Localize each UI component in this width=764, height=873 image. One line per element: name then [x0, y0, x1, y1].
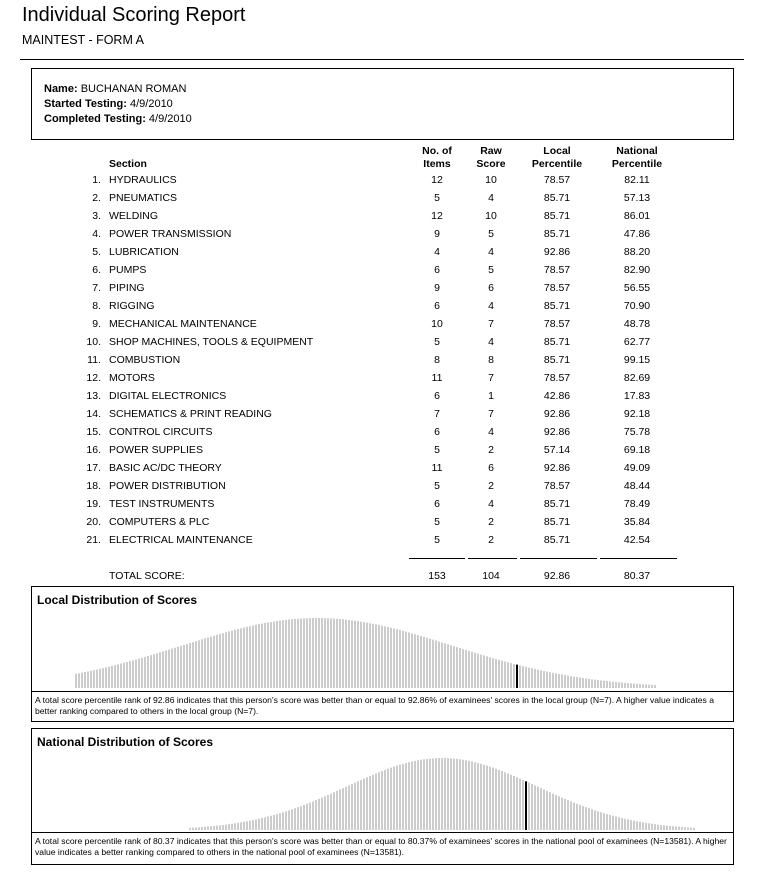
- item-count: 5: [434, 480, 440, 492]
- national-percentile: 47.86: [623, 228, 651, 240]
- local-percentile: 85.71: [543, 534, 571, 546]
- local-percentile: 92.86: [543, 426, 571, 438]
- section-name: MECHANICAL MAINTENANCE: [109, 318, 257, 330]
- row-number: 21.: [86, 534, 101, 546]
- raw-score: 4: [488, 426, 494, 438]
- total-label: TOTAL SCORE:: [109, 570, 185, 582]
- section-name: POWER TRANSMISSION: [109, 228, 232, 240]
- national-percentile: 70.90: [623, 300, 651, 312]
- section-name: ELECTRICAL MAINTENANCE: [109, 534, 253, 546]
- table-row: [80, 333, 677, 351]
- raw-score: 4: [488, 192, 494, 204]
- local-distribution-title: Local Distribution of Scores: [37, 593, 198, 607]
- national-distribution-note: A total score percentile rank of 80.37 indicates that this person's score was better than or equal to 80.37% of examinees' scores in the national pool of examinees (N=13581). A higher value indicates a better ranking compared to others in the national pool of examinees (N=13581).: [32, 832, 733, 864]
- row-number: 2.: [92, 192, 101, 204]
- local-percentile: 92.86: [543, 462, 571, 474]
- started-label: Started Testing:: [44, 98, 127, 110]
- item-count: 7: [434, 408, 440, 420]
- table-row: [80, 531, 677, 549]
- row-number: 1.: [92, 174, 101, 186]
- completed-date: 4/9/2010: [148, 113, 192, 125]
- header-local-percentile: Local Percentile: [531, 145, 583, 170]
- item-count: 5: [434, 336, 440, 348]
- local-percentile: 85.71: [543, 516, 571, 528]
- item-count: 6: [434, 264, 440, 276]
- item-count: 11: [431, 462, 443, 474]
- local-distribution-note: A total score percentile rank of 92.86 indicates that this person's score was better than or equal to 92.86% of examinees' scores in the local group (N=7). A higher value indicates a better ranking compared to others in the local group (N=7).: [32, 691, 733, 721]
- section-name: DIGITAL ELECTRONICS: [109, 390, 227, 402]
- national-percentile: 75.78: [623, 426, 651, 438]
- section-name: COMBUSTION: [109, 354, 181, 366]
- total-items: 153: [428, 570, 446, 582]
- section-name: TEST INSTRUMENTS: [109, 498, 215, 510]
- row-number: 18.: [86, 480, 101, 492]
- name-label: Name:: [44, 83, 78, 95]
- national-distribution-box: [31, 728, 734, 865]
- table-row: [80, 459, 677, 477]
- national-percentile: 88.20: [623, 246, 651, 258]
- national-percentile: 57.13: [623, 192, 651, 204]
- item-count: 6: [434, 498, 440, 510]
- local-percentile: 78.57: [543, 318, 571, 330]
- item-count: 5: [434, 192, 440, 204]
- table-header-row: [80, 143, 677, 171]
- local-percentile: 85.71: [543, 192, 571, 204]
- section-name: SCHEMATICS & PRINT READING: [109, 408, 272, 420]
- item-count: 6: [434, 300, 440, 312]
- raw-score: 2: [488, 516, 494, 528]
- section-name: POWER SUPPLIES: [109, 444, 203, 456]
- table-row: [80, 495, 677, 513]
- raw-score: 4: [488, 246, 494, 258]
- item-count: 5: [434, 534, 440, 546]
- raw-score: 7: [488, 318, 494, 330]
- section-name: CONTROL CIRCUITS: [109, 426, 213, 438]
- national-percentile: 82.69: [623, 372, 651, 384]
- local-percentile: 78.57: [543, 264, 571, 276]
- section-name: RIGGING: [109, 300, 155, 312]
- national-percentile: 82.11: [624, 174, 650, 186]
- raw-score: 1: [488, 390, 494, 402]
- national-distribution-title: National Distribution of Scores: [37, 735, 214, 749]
- row-number: 3.: [92, 210, 101, 222]
- national-percentile: 69.18: [623, 444, 651, 456]
- raw-score: 5: [488, 264, 494, 276]
- table-row: [80, 261, 677, 279]
- national-percentile: 35.84: [623, 516, 651, 528]
- section-name: PNEUMATICS: [109, 192, 178, 204]
- row-number: 14.: [86, 408, 101, 420]
- section-name: PUMPS: [109, 264, 147, 276]
- row-number: 8.: [92, 300, 101, 312]
- section-name: MOTORS: [109, 372, 155, 384]
- national-percentile: 62.77: [623, 336, 651, 348]
- table-row: [80, 315, 677, 333]
- raw-score: 4: [488, 336, 494, 348]
- raw-score: 7: [488, 372, 494, 384]
- item-count: 11: [431, 372, 443, 384]
- header-items: No. of Items: [422, 145, 452, 170]
- row-number: 12.: [86, 372, 101, 384]
- table-row: [80, 513, 677, 531]
- table-row: [80, 387, 677, 405]
- national-percentile: 48.44: [623, 480, 651, 492]
- item-count: 8: [434, 354, 440, 366]
- table-row: [80, 477, 677, 495]
- section-scores-table: [80, 143, 677, 585]
- item-count: 5: [434, 516, 440, 528]
- name-line: [44, 82, 721, 97]
- row-number: 6.: [92, 264, 101, 276]
- table-row: [80, 423, 677, 441]
- national-percentile: 48.78: [623, 318, 651, 330]
- row-number: 13.: [86, 390, 101, 402]
- raw-score: 7: [488, 408, 494, 420]
- total-raw: 104: [482, 570, 500, 582]
- table-row: [80, 441, 677, 459]
- national-percentile: 82.90: [623, 264, 651, 276]
- header-national-percentile: National Percentile: [611, 145, 663, 170]
- section-name: LUBRICATION: [109, 246, 179, 258]
- section-name: BASIC AC/DC THEORY: [109, 462, 222, 474]
- national-percentile: 86.01: [623, 210, 651, 222]
- completed-line: [44, 112, 721, 127]
- section-name: SHOP MACHINES, TOOLS & EQUIPMENT: [109, 336, 314, 348]
- section-name: POWER DISTRIBUTION: [109, 480, 226, 492]
- local-percentile: 85.71: [543, 300, 571, 312]
- row-number: 10.: [86, 336, 101, 348]
- national-percentile: 17.83: [623, 390, 651, 402]
- raw-score: 2: [488, 534, 494, 546]
- local-percentile: 92.86: [543, 408, 571, 420]
- row-number: 9.: [92, 318, 101, 330]
- local-percentile: 85.71: [543, 336, 571, 348]
- section-name: WELDING: [109, 210, 159, 222]
- raw-score: 2: [488, 444, 494, 456]
- item-count: 6: [434, 390, 440, 402]
- national-percentile: 92.18: [623, 408, 651, 420]
- row-number: 11.: [87, 354, 101, 366]
- candidate-info-box: [31, 68, 734, 140]
- header-section: Section: [109, 158, 147, 170]
- local-percentile: 85.71: [543, 210, 571, 222]
- raw-score: 8: [488, 354, 494, 366]
- local-distribution-box: [31, 586, 734, 722]
- total-row: [80, 567, 677, 585]
- table-row: [80, 243, 677, 261]
- report-subtitle: MAINTEST - FORM A: [22, 33, 144, 47]
- local-percentile: 85.71: [543, 498, 571, 510]
- raw-score: 4: [488, 498, 494, 510]
- item-count: 12: [431, 210, 443, 222]
- local-percentile: 57.14: [543, 444, 571, 456]
- row-number: 16.: [86, 444, 101, 456]
- local-percentile: 92.86: [543, 246, 571, 258]
- local-percentile: 78.57: [543, 480, 571, 492]
- raw-score: 6: [488, 462, 494, 474]
- item-count: 9: [434, 282, 440, 294]
- raw-score: 10: [485, 174, 497, 186]
- item-count: 4: [434, 246, 440, 258]
- item-count: 12: [431, 174, 443, 186]
- national-percentile: 49.09: [623, 462, 651, 474]
- section-name: COMPUTERS & PLC: [109, 516, 210, 528]
- local-percentile: 78.57: [543, 372, 571, 384]
- item-count: 6: [434, 426, 440, 438]
- local-percentile: 78.57: [543, 282, 571, 294]
- table-row: [80, 171, 677, 189]
- header-raw-score: Raw Score: [476, 145, 506, 170]
- item-count: 9: [434, 228, 440, 240]
- table-row: [80, 297, 677, 315]
- item-count: 10: [431, 318, 443, 330]
- table-row: [80, 279, 677, 297]
- national-percentile: 42.54: [623, 534, 651, 546]
- row-number: 19.: [86, 498, 101, 510]
- national-percentile: 78.49: [623, 498, 651, 510]
- row-number: 20.: [86, 516, 101, 528]
- section-name: PIPING: [109, 282, 145, 294]
- completed-label: Completed Testing:: [44, 113, 146, 125]
- local-percentile: 85.71: [543, 228, 571, 240]
- item-count: 5: [434, 444, 440, 456]
- table-row: [80, 405, 677, 423]
- table-body: [80, 171, 677, 549]
- row-number: 7.: [92, 282, 101, 294]
- local-percentile: 85.71: [543, 354, 571, 366]
- raw-score: 4: [488, 300, 494, 312]
- candidate-name: BUCHANAN ROMAN: [80, 83, 187, 95]
- started-date: 4/9/2010: [129, 98, 173, 110]
- total-local: 92.86: [543, 570, 571, 582]
- local-percentile: 78.57: [543, 174, 571, 186]
- national-percentile: 56.55: [623, 282, 651, 294]
- table-row: [80, 225, 677, 243]
- table-row: [80, 369, 677, 387]
- started-line: [44, 97, 721, 112]
- total-separator: [80, 549, 677, 567]
- table-row: [80, 351, 677, 369]
- section-name: HYDRAULICS: [109, 174, 177, 186]
- report-title: Individual Scoring Report: [22, 4, 246, 26]
- raw-score: 5: [488, 228, 494, 240]
- row-number: 5.: [92, 246, 101, 258]
- header-divider: [20, 59, 744, 60]
- row-number: 17.: [86, 462, 101, 474]
- local-percentile: 42.86: [543, 390, 571, 402]
- raw-score: 10: [485, 210, 497, 222]
- table-row: [80, 207, 677, 225]
- raw-score: 2: [488, 480, 494, 492]
- row-number: 15.: [86, 426, 101, 438]
- row-number: 4.: [92, 228, 101, 240]
- raw-score: 6: [488, 282, 494, 294]
- national-percentile: 99.15: [623, 354, 651, 366]
- table-row: [80, 189, 677, 207]
- total-national: 80.37: [623, 570, 651, 582]
